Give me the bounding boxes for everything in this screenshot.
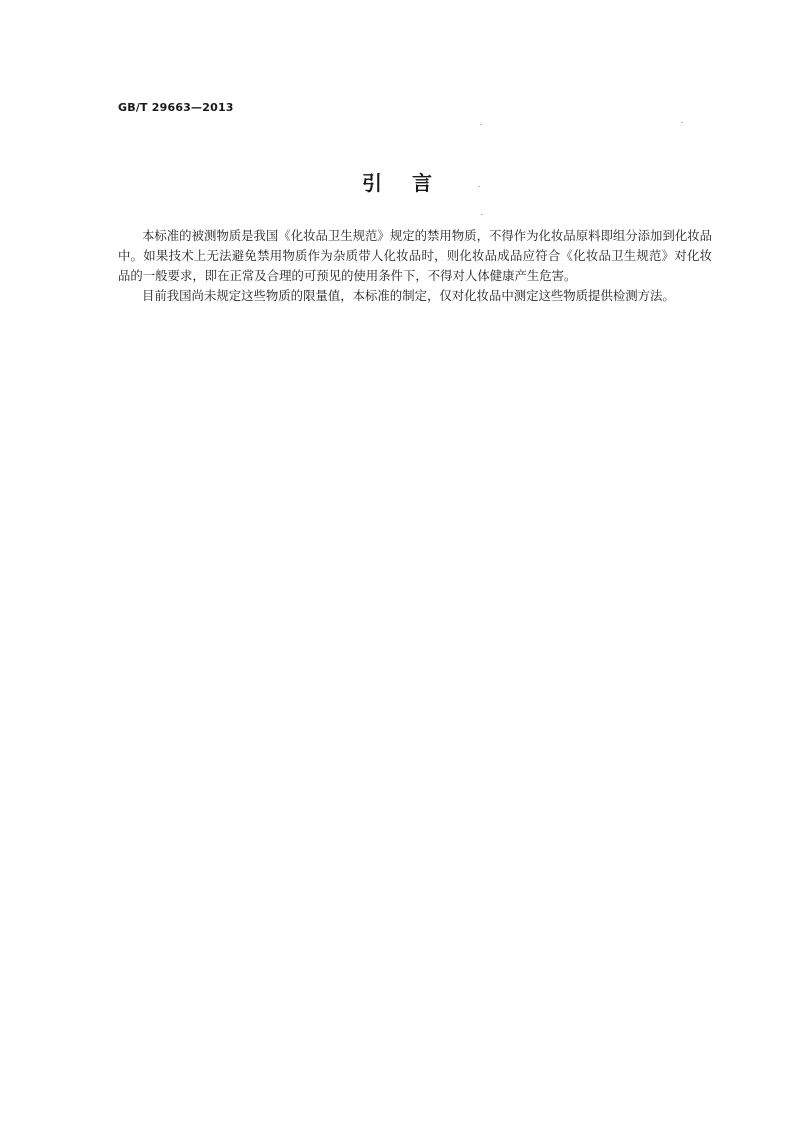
paragraph-2: 目前我国尚未规定这些物质的限量值，本标准的制定，仅对化妆品中测定这些物质提供检测方法。 xyxy=(142,288,675,303)
paragraph-1: 本标准的被测物质是我国《化妆品卫生规范》规定的禁用物质，不得作为化妆品原料即组分添加到化妆品中。如果技术上无法避免禁用物质作为杂质带人化妆品时，则化妆品成品应符合《化妆品卫生规范》对化妆品的一般要求，即在正常及合理的可预见的使用条件下，不得对人体健康产生危害。 xyxy=(118,228,712,283)
introduction-body xyxy=(118,226,712,306)
scan-speck xyxy=(480,124,482,125)
page-title: 引言 xyxy=(362,171,462,195)
standard-number: GB/T 29663—2013 xyxy=(118,101,234,114)
scan-speck xyxy=(481,214,483,215)
scan-speck xyxy=(478,186,480,187)
scan-speck xyxy=(681,122,683,123)
